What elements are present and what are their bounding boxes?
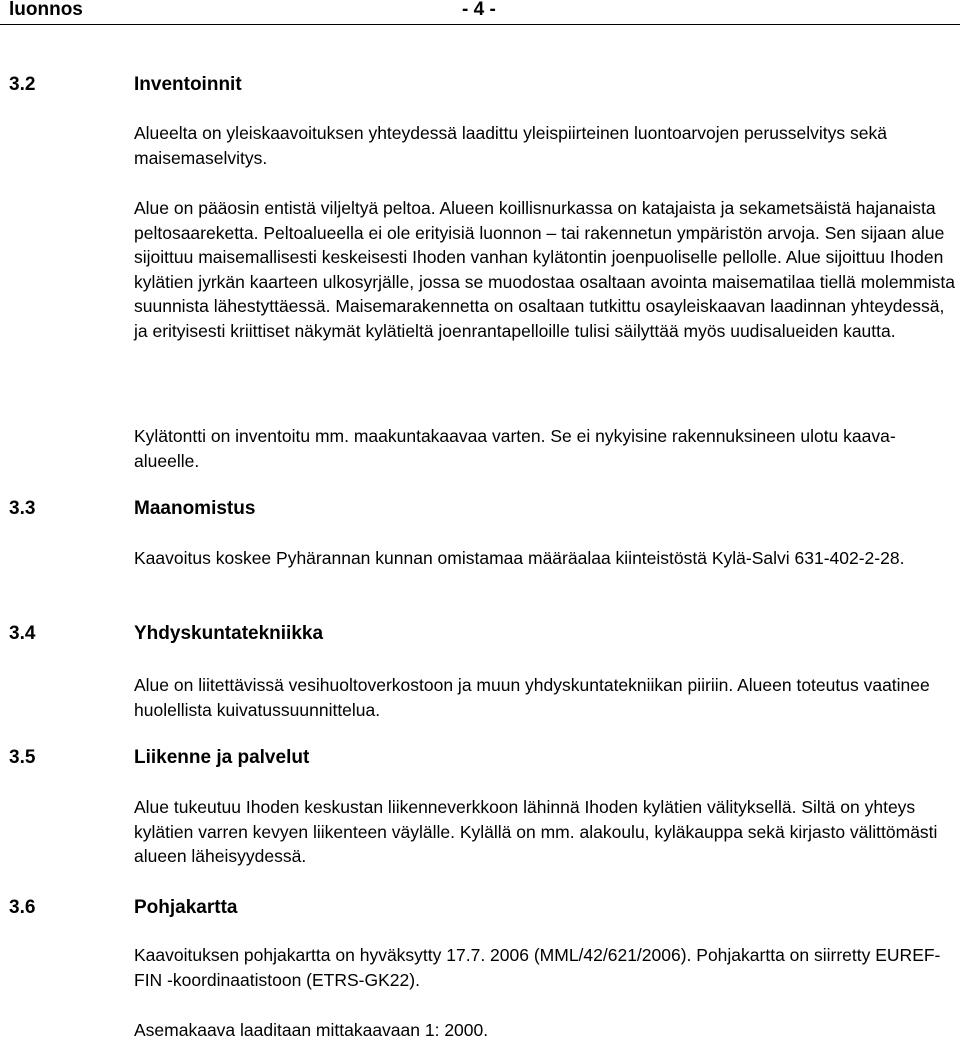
- section-number: 3.3: [9, 498, 36, 519]
- paragraph: Alue on liitettävissä vesihuoltoverkostoon ja muun yhdyskuntatekniikan piiriin. Alueen toteutus vaatinee huolellista kuivatussuunnittelua.: [134, 675, 930, 720]
- paragraph: Alue on pääosin entistä viljeltyä peltoa. Alueen koillisnurkassa on katajaista ja sekametsäistä hajanaista peltosaareketta. Peltoalueella ei ole erityisiä luonnon – tai rakennetun ympäristön arvoja. Sen sijaan alue sijoittuu maisemallisesti keskeisesti Ihoden vanhan kylätontin joenpuoliselle pellolle. Alue sijoittuu Ihoden kylätien jyrkän kaarteen ulkosyrjälle, jossa se muodostaa osaltaan avointa maisematilaa tiellä molemmista suunnista lähestyttäessä. Maisemarakennetta on osaltaan tutkittu osayleiskaavan laadinnan yhteydessä, ja erityisesti kriittiset näkymät kylätieltä joenrantapelloille tulisi säilyttää myös uudisalueiden kautta.: [134, 198, 955, 341]
- paragraph: Alue tukeutuu Ihoden keskustan liikenneverkkoon lähinnä Ihoden kylätien välityksellä. Siltä on yhteys kylätien varren kevyen liikenteen väylälle. Kylällä on mm. alakoulu, kyläkauppa sekä kirjasto välittömästi alueen läheisyydessä.: [134, 797, 938, 866]
- section-title: Maanomistus: [134, 498, 256, 519]
- paragraph: Kaavoituksen pohjakartta on hyväksytty 17.7. 2006 (MML/42/621/2006). Pohjakartta on siirretty EUREF-FIN -koordinaatistoon (ETRS-GK22).: [134, 945, 941, 990]
- section-number: 3.4: [9, 623, 36, 644]
- header-rule: [0, 24, 960, 25]
- page-number: - 4 -: [462, 0, 496, 20]
- section-number: 3.2: [9, 74, 36, 95]
- paragraph: Kylätontti on inventoitu mm. maakuntakaavaa varten. Se ei nykyisine rakennuksineen ulotu kaava-alueelle.: [134, 426, 896, 471]
- paragraph: Kaavoitus koskee Pyhärannan kunnan omistamaa määräalaa kiinteistöstä Kylä-Salvi 631-402-2-28.: [134, 548, 905, 568]
- page-header: [0, 0, 960, 26]
- section-title: Liikenne ja palvelut: [134, 747, 310, 768]
- section-number: 3.5: [9, 747, 36, 768]
- section-title: Inventoinnit: [134, 74, 242, 95]
- paragraph: Asemakaava laaditaan mittakaavaan 1: 2000.: [134, 1020, 489, 1040]
- section-title: Yhdyskuntatekniikka: [134, 623, 324, 644]
- section-number: 3.6: [9, 897, 36, 918]
- draft-label: luonnos: [9, 0, 83, 20]
- section-title: Pohjakartta: [134, 897, 238, 918]
- paragraph: Alueelta on yleiskaavoituksen yhteydessä laadittu yleispiirteinen luontoarvojen perusselvitys sekä maisemaselvitys.: [134, 123, 887, 168]
